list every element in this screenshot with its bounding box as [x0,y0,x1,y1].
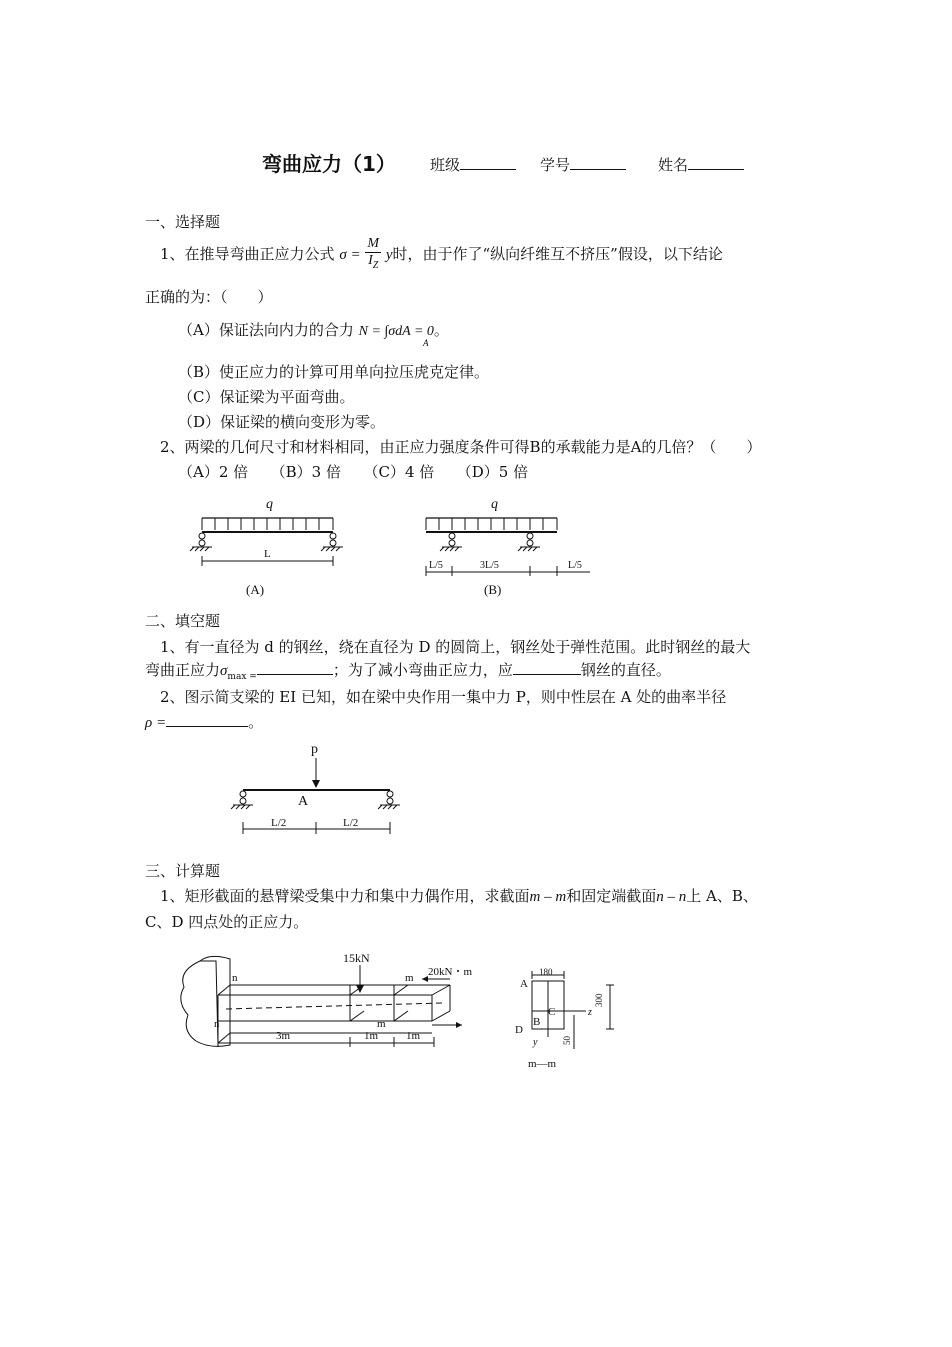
fixed-wall [181,956,230,1046]
axis-y-label: y [533,1037,538,1048]
q1-option-d[interactable]: （D）保证梁的横向变形为零。 [178,413,386,431]
fig-b-right-support [518,533,540,551]
point-c-label: C [548,1006,556,1018]
option-a-end: 。 [433,321,449,339]
option-a-integral-sub: A [423,338,429,348]
formula-fraction [365,236,381,274]
formula-y: y [385,247,393,263]
fig-a-span-label: L [264,548,271,560]
point-d-label: D [515,1024,523,1036]
fig-a-right-support [321,533,343,551]
fig2-right-support [378,791,400,809]
q1-option-a[interactable] [178,319,449,340]
section-width-label: 180 [539,967,553,977]
fig2-point-label: A [298,794,309,809]
s3-section-nn: n – n [656,889,687,905]
point-b-label: B [533,1016,541,1028]
s2-q2-line1: 2、图示简支梁的 EI 已知，如在梁中央作用一集中力 P，则中性层在 A 处的曲率半径 [160,688,727,706]
s2-q1-line2 [145,659,671,682]
s3-section-mm: m – m [529,889,567,905]
point-a-label: A [520,978,528,990]
formula-denominator-sub: Z [372,259,379,271]
s2-q1-text-c: 钢丝的直径。 [580,661,671,679]
figure-a [190,497,343,597]
q2-options[interactable]: （A）2 倍 （B）3 倍 （C）4 倍 （D）5 倍 [178,463,529,481]
fig2-dim1: L/2 [271,817,287,829]
force-label: 15kN [343,951,370,965]
s2-q2-blank[interactable] [166,712,248,727]
beam-figures-ab [180,490,610,605]
fig-b-load-arrows [426,518,557,530]
fig-b-dim1: L/5 [429,560,443,571]
q1-suffix: 时，由于作了“纵向纤维互不挤压”假设，以下结论 [392,245,723,263]
beam-dim1: 3m [276,1030,291,1042]
label-m-top: m [405,972,414,984]
formula-numerator: M [367,236,380,252]
s2-q2-end: 。 [248,713,264,731]
beam-dim3: 1m [406,1030,421,1042]
s2-q1-blank2[interactable] [513,660,581,675]
q1-line1 [160,236,723,274]
fig-a-load-arrows [202,518,333,530]
moment-label: 20kN・m [428,966,472,978]
q1-option-b[interactable]: （B）使正应力的计算可用单向拉压虎克定律。 [178,363,490,381]
fig2-left-support [231,791,253,809]
fig-b-left-support [440,533,462,551]
page-title: 弯曲应力（1） [262,152,396,176]
axis-z-label: z [588,1007,592,1018]
fig-a-load-label: q [266,497,273,512]
s2-q1-line1: 1、有一直径为 d 的钢丝，绕在直径为 D 的圆筒上，钢丝处于弹性范围。此时钢丝的最大 [160,638,751,656]
label-m-bottom: m [377,1018,386,1030]
section-name-label: m—m [528,1058,557,1070]
option-a-formula: N = ∫σdA = 0 [358,324,434,339]
s3-q1-line2: C、D 四点处的正应力。 [145,913,309,931]
class-label: 班级 [430,156,461,174]
s2-q1-blank1[interactable] [257,660,333,675]
option-a-text: （A）保证法向内力的合力 [178,321,354,339]
fig-a-left-support [190,533,212,551]
id-label: 学号 [540,156,571,174]
section2-heading: 二、填空题 [145,612,221,630]
q1-prefix: 1、在推导弯曲正应力公式 [160,245,335,263]
class-field[interactable] [430,154,516,175]
s2-rho: ρ = [145,715,167,731]
class-blank[interactable] [460,155,516,170]
s3-q1-line1 [160,885,758,906]
fig-b-caption: (B) [484,582,502,597]
simple-beam-figure [225,740,410,840]
fig-a-caption: (A) [246,582,265,597]
beam-dim2: 1m [364,1030,379,1042]
section1-heading: 一、选择题 [145,213,221,231]
figure-b [426,497,590,597]
formula-sigma: σ = [339,247,361,263]
section-height-label: 300 [594,993,604,1007]
formula-denominator: I [368,253,373,269]
id-blank[interactable] [570,155,626,170]
s2-q1-text-b: ；为了减小弯曲正应力，应 [332,661,513,679]
fig2-dim2: L/2 [343,817,359,829]
section3-heading: 三、计算题 [145,862,221,880]
fig-b-load-label: q [491,497,498,512]
cantilever-figure [170,945,630,1075]
name-label: 姓名 [658,156,689,174]
s2-sigma: σ [220,663,228,679]
id-field[interactable] [540,154,626,175]
name-field[interactable] [658,154,744,175]
cross-section [515,967,614,1070]
s2-q1-text-a: 弯曲正应力 [145,661,221,679]
label-n-top: n [232,972,238,984]
s3-text-c: 上 A、B、 [686,887,758,905]
label-n-bottom: n [214,1018,220,1030]
fig-b-dim3: L/5 [568,560,582,571]
s2-sigma-sub: max = [227,672,257,682]
fig-b-dim2: 3L/5 [480,560,499,571]
q1-option-c[interactable]: （C）保证梁为平面弯曲。 [178,388,355,406]
q2-text: 2、两梁的几何尺寸和材料相同，由正应力强度条件可得B的承载能力是A的几倍？（ ） [160,438,762,456]
s3-text-b: 和固定端截面 [566,887,657,905]
fig2-load-label: p [311,742,318,757]
q1-line2: 正确的为：（ ） [145,288,273,306]
section-offset-label: 50 [562,1036,572,1045]
s3-text-a: 1、矩形截面的悬臂梁受集中力和集中力偶作用，求截面 [160,887,530,905]
name-blank[interactable] [688,155,744,170]
s2-q2-line2 [145,711,263,732]
